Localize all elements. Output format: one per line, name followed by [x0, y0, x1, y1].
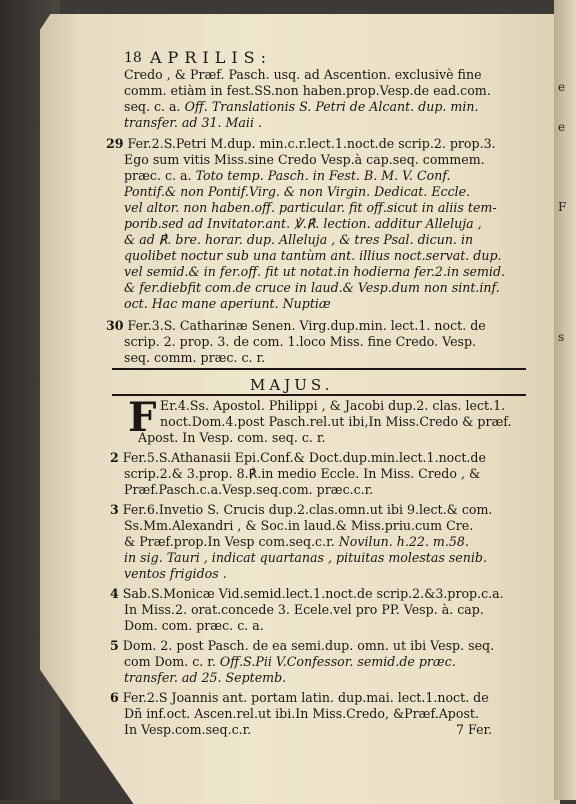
day-number: 5 — [110, 638, 119, 653]
line-italic-text: Off.S.Pii V.Confessor. semid.de præc. — [219, 654, 456, 669]
line-text: seq. c. a. — [124, 99, 185, 114]
day-number: 30 — [106, 318, 124, 333]
text-line — [110, 638, 494, 653]
line-italic-text: Toto temp. Pasch. in Fest. B. M. V. Conf. — [195, 168, 451, 183]
text-line — [124, 706, 479, 721]
line-italic-text: transfer. ad 25. Septemb. — [124, 670, 287, 685]
facing-page-glyph: e — [558, 120, 566, 134]
line-text: Apost. In Vesp. com. seq. c. r. — [138, 430, 326, 445]
line-text: Fer.6.Invetio S. Crucis dup.2.clas.omn.ut ibi 9.lect.& com. — [118, 502, 493, 517]
line-italic-text: ventos frigidos . — [124, 566, 227, 581]
text-line — [124, 296, 331, 311]
page-header: APRILIS: — [150, 48, 272, 67]
text-line — [124, 200, 497, 215]
text-line — [124, 618, 264, 633]
text-line — [110, 586, 504, 601]
line-text: Fer.3.S. Catharinæ Senen. Virg.dup.min. lect.1. noct. de — [123, 318, 486, 333]
text-line — [110, 690, 489, 705]
line-text: noct.Dom.4.post Pasch.rel.ut ibi,In Miss.Credo & præf. — [160, 414, 512, 429]
text-line — [124, 518, 473, 533]
text-line — [124, 264, 505, 279]
line-italic-text: Novilun. h.22. m.58. — [338, 534, 469, 549]
text-line — [124, 216, 482, 231]
text-line — [106, 136, 496, 151]
line-italic-text: porib.sed ad Invitator.ant. ℣.℟. lection. additur Alleluja , — [124, 216, 482, 231]
catchword: 7 Fer. — [456, 722, 493, 737]
day-number: 29 — [106, 136, 124, 151]
text-line — [160, 414, 512, 429]
text-line — [124, 232, 473, 247]
day-number: 2 — [110, 450, 119, 465]
day-number: 6 — [110, 690, 119, 705]
line-text: Dom. 2. post Pasch. de ea semi.dup. omn. ut ibi Vesp. seq. — [118, 638, 495, 653]
text-line — [124, 534, 469, 549]
line-text: comm. etiàm in fest.SS.non haben.prop.Vesp.de ead.com. — [124, 83, 491, 98]
text-line — [124, 280, 500, 295]
text-line — [110, 450, 486, 465]
facing-page-glyph: s — [558, 330, 565, 344]
line-text: Ss.Mm.Alexandri , & Soc.in laud.& Miss.priu.cum Cre. — [124, 518, 474, 533]
line-text: scrip. 2. prop. 3. de com. 1.loco Miss. fine Credo. Vesp. — [124, 334, 477, 349]
text-line — [124, 350, 265, 365]
text-line — [124, 168, 451, 183]
text-line — [124, 334, 476, 349]
line-text: Credo , & Præf. Pasch. usq. ad Ascention. exclusivè fine — [124, 67, 482, 82]
line-text: Sab.S.Monicæ Vid.semid.lect.1.noct.de scrip.2.&3.prop.c.a. — [118, 586, 504, 601]
line-text: In Vesp.com.seq.c.r. — [124, 722, 252, 737]
text-line — [124, 602, 484, 617]
line-italic-text: transfer. ad 31. Maii . — [124, 115, 262, 130]
section-rule-top — [112, 368, 526, 370]
line-italic-text: vel altor. non haben.off. particular. fit off.sicut in aliis tem- — [124, 200, 497, 215]
text-line — [124, 550, 487, 565]
line-italic-text: vel semid.& in fer.off. fit ut notat.in hodierna fer.2.in semid. — [124, 264, 506, 279]
line-text: Præf.Pasch.c.a.Vesp.seq.com. præc.c.r. — [124, 482, 374, 497]
text-line — [106, 318, 486, 333]
text-line — [124, 152, 485, 167]
line-italic-text: Pontif.& non Pontif.Virg. & non Virgin. Dedicat. Eccle. — [124, 184, 471, 199]
drop-cap: F — [128, 394, 157, 441]
facing-page-glyph: e — [558, 80, 566, 94]
line-text: Er.4.Ss. Apostol. Philippi , & Jacobi dup.2. clas. lect.1. — [160, 398, 506, 413]
page-number: 18 — [124, 50, 142, 66]
text-line — [124, 83, 491, 98]
text-line — [124, 99, 479, 114]
line-text: com Dom. c. r. — [124, 654, 220, 669]
line-italic-text: in sig. Tauri , indicat quartanas , pituitas molestas senib. — [124, 550, 487, 565]
day-number: 3 — [110, 502, 119, 517]
line-text: & Præf.prop.In Vesp com.seq.c.r. — [124, 534, 339, 549]
text-line — [124, 566, 227, 581]
text-line — [110, 502, 492, 517]
text-line — [124, 248, 502, 263]
line-text: Dñ inf.oct. Ascen.rel.ut ibi.In Miss.Credo, &Præf.Apost. — [124, 706, 479, 721]
text-line — [124, 670, 286, 685]
line-italic-text: oct. Hac mane aperiunt. Nuptiæ — [124, 296, 331, 311]
line-text: præc. c. a. — [124, 168, 196, 183]
section-title: MAJUS. — [250, 376, 334, 394]
line-text: In Miss.2. orat.concede 3. Ecele.vel pro PP. Vesp. à. cap. — [124, 602, 484, 617]
text-line — [124, 722, 251, 737]
line-text: scrip.2.& 3.prop. 8.℟.in medio Eccle. In Miss. Credo , & — [124, 466, 481, 481]
text-line — [124, 184, 470, 199]
line-italic-text: quolibet noctur sub una tantùm ant. illius noct.servat. dup. — [124, 248, 502, 263]
line-italic-text: & ad ℟. bre. horar. dup. Alleluja , & tres Psal. dicun. in — [124, 232, 474, 247]
text-line — [138, 430, 326, 445]
line-text: Fer.2.S.Petri M.dup. min.c.r.lect.1.noct.de scrip.2. prop.3. — [123, 136, 496, 151]
line-text: Fer.2.S Joannis ant. portam latin. dup.mai. lect.1.noct. de — [118, 690, 489, 705]
text-line — [124, 654, 456, 669]
line-italic-text: Off. Translationis S. Petri de Alcant. dup. min. — [184, 99, 479, 114]
line-text: Ego sum vitis Miss.sine Credo Vesp.à cap.seq. commem. — [124, 152, 485, 167]
line-text: seq. comm. præc. c. r. — [124, 350, 266, 365]
text-line — [124, 466, 480, 481]
facing-page-glyph: F — [558, 200, 567, 214]
text-line — [160, 398, 505, 413]
line-text: Dom. com. præc. c. a. — [124, 618, 264, 633]
line-italic-text: & fer.diebfit com.de cruce in laud.& Vesp.dum non sint.inf. — [124, 280, 500, 295]
text-line — [124, 115, 262, 130]
text-line — [124, 67, 482, 82]
line-text: Fer.5.S.Athanasii Epi.Conf.& Doct.dup.min.lect.1.noct.de — [118, 450, 486, 465]
day-number: 4 — [110, 586, 119, 601]
section-rule-bottom — [112, 394, 526, 396]
text-line — [124, 482, 373, 497]
